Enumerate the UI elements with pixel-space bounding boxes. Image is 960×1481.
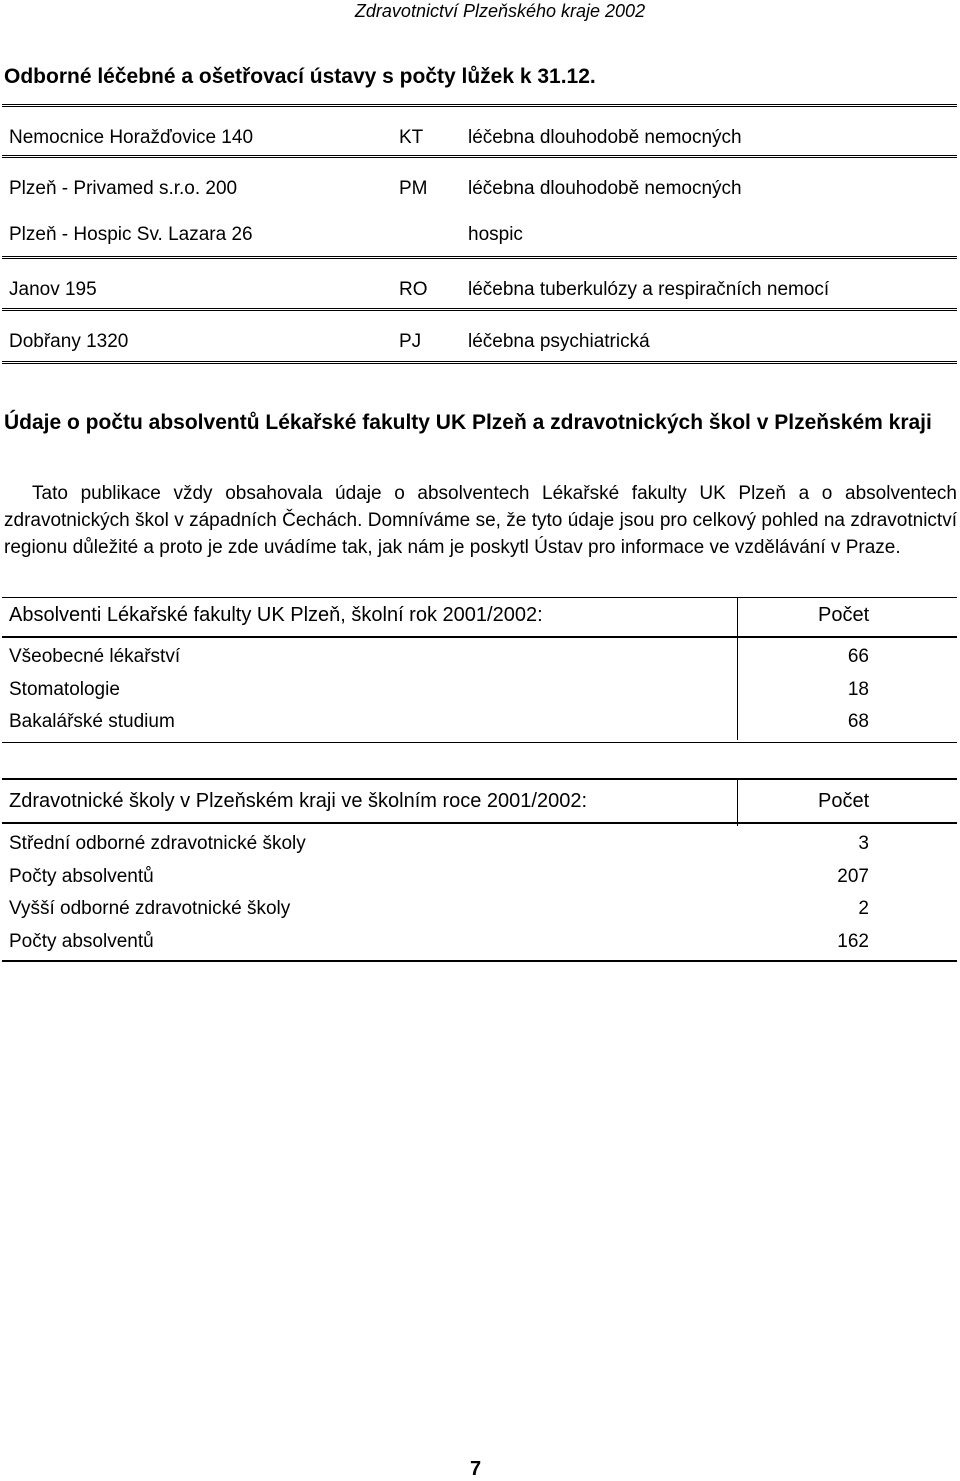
divider: [2, 361, 957, 364]
facilities-list: [2, 104, 957, 364]
page-number: 7: [470, 1458, 482, 1480]
row-value: 3: [858, 833, 869, 854]
row-value: 207: [837, 865, 869, 887]
table-row: [2, 675, 957, 708]
row-label: Bakalářské studium: [9, 711, 175, 732]
table-bottom-rule: [2, 742, 957, 743]
facility-code: PJ: [399, 331, 422, 352]
table-header-count: Počet: [818, 604, 870, 626]
table-header-label: Zdravotnické školy v Plzeňském kraji ve školním roce 2001/2002:: [9, 790, 588, 812]
row-label: Vyšší odborné zdravotnické školy: [9, 898, 291, 919]
row-label: Počty absolventů: [9, 930, 154, 952]
facility-name: Plzeň - Hospic Sv. Lazara 26: [9, 224, 253, 245]
facility-row: [2, 311, 957, 361]
table-row: [2, 862, 957, 895]
row-label: Všeobecné lékařství: [9, 646, 181, 667]
table-bottom-rule: [2, 960, 957, 962]
facility-name: Plzeň - Privamed s.r.o. 200: [9, 178, 238, 199]
table-header-label: Absolventi Lékařské fakulty UK Plzeň, školní rok 2001/2002:: [9, 604, 543, 626]
table-header-count: Počet: [818, 790, 870, 812]
facility-code: PM: [399, 178, 428, 199]
row-value: 2: [858, 898, 869, 919]
facility-type: léčebna dlouhodobě nemocných: [468, 178, 742, 199]
row-label: Stomatologie: [9, 678, 120, 700]
facility-code: RO: [399, 279, 428, 300]
table-header: [2, 598, 957, 636]
facility-type: hospic: [468, 224, 523, 245]
facility-group: [2, 158, 957, 256]
facilities-title: Odborné léčebné a ošetřovací ústavy s počty lůžek k 31.12.: [4, 65, 596, 88]
table-row: [2, 894, 957, 927]
facility-name: Nemocnice Horažďovice 140: [9, 127, 254, 148]
facility-row: [2, 107, 957, 155]
row-value: 18: [847, 678, 869, 700]
row-label: Počty absolventů: [9, 865, 154, 887]
table-row: [2, 642, 957, 675]
column-divider: [737, 778, 738, 826]
facility-type: léčebna tuberkulózy a respiračních nemocí: [468, 279, 830, 300]
running-header: Zdravotnictví Plzeňského kraje 2002: [354, 1, 646, 21]
medical-faculty-table: [2, 597, 957, 743]
facility-type: léčebna psychiatrická: [468, 331, 650, 352]
schools-table: [2, 778, 957, 962]
facility-type: léčebna dlouhodobě nemocných: [468, 127, 742, 148]
table-row: [2, 829, 957, 862]
graduates-title: Údaje o počtu absolventů Lékařské fakulty UK Plzeň a zdravotnických škol v Plzeňském kraji: [4, 411, 932, 434]
row-label: Střední odborné zdravotnické školy: [9, 833, 306, 854]
facility-code: KT: [399, 127, 424, 148]
table-row: [2, 927, 957, 960]
facility-row: [2, 259, 957, 308]
table-header: [2, 780, 957, 822]
graduates-intro: Tato publikace vždy obsahovala údaje o absolventech Lékařské fakulty UK Plzeň a o absolventech zdravotnických škol v západních Čechách. Domníváme se, že tyto údaje jsou pro celkový pohled na zdravotnictví regionu důležité a proto je zde uvádíme tak, jak nám je poskytl Ústav pro informace ve vzdělávání v Praze.: [4, 483, 957, 558]
facility-name: Janov 195: [9, 279, 97, 300]
column-divider: [737, 597, 738, 740]
row-value: 66: [847, 646, 869, 667]
row-value: 162: [837, 930, 869, 952]
row-value: 68: [847, 711, 869, 732]
table-row: [2, 707, 957, 740]
facility-name: Dobřany 1320: [9, 331, 129, 352]
